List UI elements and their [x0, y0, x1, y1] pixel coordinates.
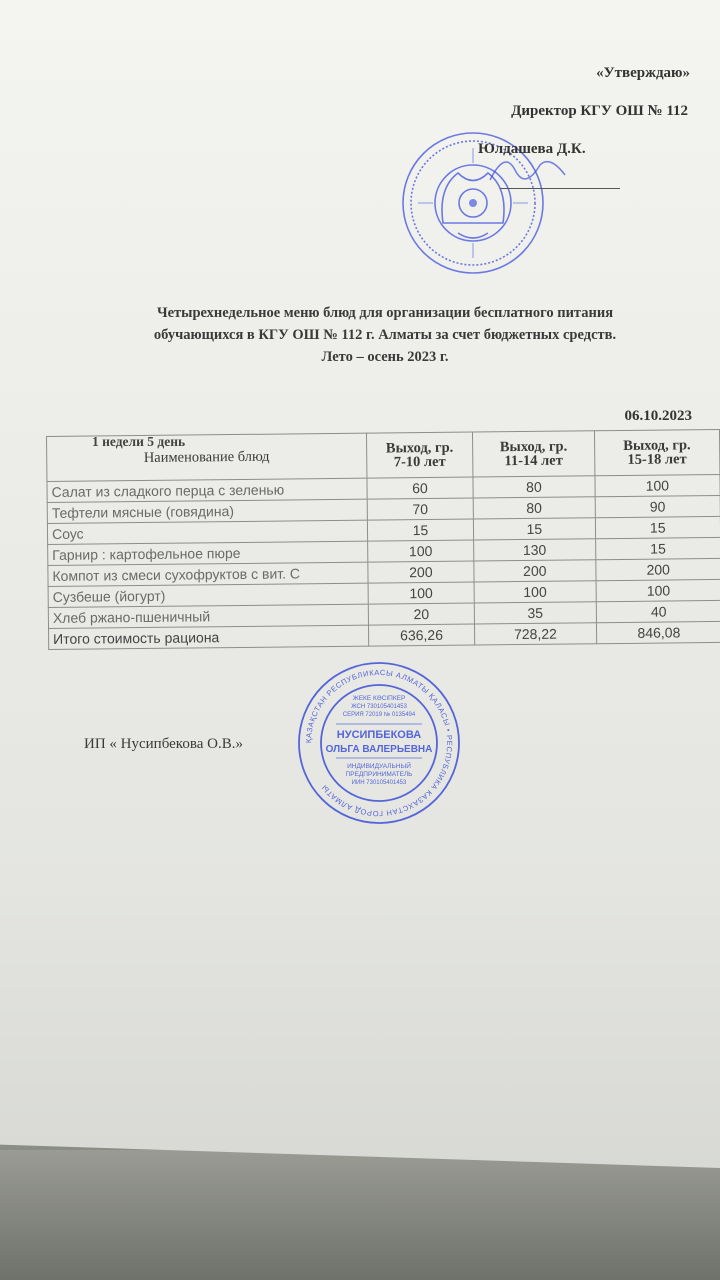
total-11-14: 728,22 — [475, 623, 597, 645]
stamp-ring-text: ҚАЗАҚСТАН РЕСПУБЛИКАСЫ АЛМАТЫ ҚАЛАСЫ • РЕСПУБЛИКА КАЗАХСТАН ГОРОД АЛМАТЫ — [303, 667, 455, 819]
approval-label: «Утверждаю» — [596, 65, 690, 81]
document-date: 06.10.2023 — [624, 408, 692, 424]
portion-15-18: 15 — [595, 516, 720, 538]
entrepreneur-stamp-icon — [296, 660, 462, 826]
dish-name: Соус — [47, 520, 367, 544]
entrepreneur-label: ИП « Нусипбекова О.В.» — [84, 736, 243, 752]
dish-name: Сузбеше (йогурт) — [48, 583, 368, 607]
stamp-name: НУСИПБЕКОВА — [336, 729, 422, 741]
header-group-15-18: Выход, гр. 15-18 лет — [594, 429, 720, 475]
title-line: Четырехнедельное меню блюд для организации бесплатного питания — [156, 305, 614, 321]
stamp-name: ОЛЬГА ВАЛЕРЬЕВНА — [325, 744, 433, 755]
menu-table — [46, 429, 720, 650]
portion-15-18: 200 — [595, 558, 720, 580]
portion-7-10: 60 — [367, 477, 474, 499]
table-header-row — [47, 429, 720, 481]
portion-7-10: 15 — [367, 519, 474, 541]
dish-name: Хлеб ржано-пшеничный — [48, 604, 368, 628]
dish-name: Компот из смеси сухофруктов с вит. С — [48, 562, 368, 586]
signature-icon — [470, 140, 590, 200]
title-line: Лето – осень 2023 г. — [321, 349, 449, 365]
header-dish: Наименование блюд — [47, 433, 367, 481]
portion-11-14: 35 — [474, 602, 596, 624]
stamp-text: ЖСН 730105401453 — [351, 704, 407, 710]
portion-7-10: 200 — [368, 561, 475, 583]
stamp-text: ПРЕДПРИНИМАТЕЛЬ — [345, 771, 413, 778]
portion-15-18: 15 — [595, 537, 720, 559]
dish-name: Салат из сладкого перца с зеленью — [47, 478, 367, 502]
dish-name: Гарнир : картофельное пюре — [48, 541, 368, 565]
director-title: Директор КГУ ОШ № 112 — [511, 103, 688, 119]
stamp-text: ИИН 730105401453 — [351, 780, 407, 786]
stamp-text: СЕРИЯ 72019 № 0135494 — [342, 712, 416, 718]
portion-11-14: 100 — [474, 581, 596, 603]
stamp-text: ЖЕКЕ КӘСІПКЕР — [352, 695, 406, 702]
portion-7-10: 100 — [367, 540, 474, 562]
portion-11-14: 80 — [473, 476, 595, 498]
svg-text:ҚАЗАҚСТАН РЕСПУБЛИКАСЫ АЛМАТЫ — [304, 668, 454, 818]
director-name: Юлдашева Д.К. — [478, 141, 586, 157]
portion-15-18: 100 — [596, 579, 720, 601]
title-line: обучающихся в КГУ ОШ № 112 г. Алматы за счет бюджетных средств. — [153, 327, 617, 343]
portion-15-18: 100 — [595, 474, 720, 496]
portion-11-14: 15 — [473, 518, 595, 540]
document-title — [60, 302, 710, 368]
table-surface — [0, 1150, 720, 1280]
header-group-7-10: Выход, гр. 7-10 лет — [366, 432, 473, 478]
portion-15-18: 40 — [596, 600, 720, 622]
portion-7-10: 20 — [368, 603, 475, 625]
dish-name: Тефтели мясные (говядина) — [47, 499, 367, 523]
portion-7-10: 100 — [368, 582, 475, 604]
total-15-18: 846,08 — [596, 621, 720, 643]
portion-11-14: 80 — [473, 497, 595, 519]
week-day-label: 1 недели 5 день — [92, 434, 186, 449]
portion-11-14: 130 — [474, 539, 596, 561]
total-7-10: 636,26 — [368, 624, 475, 646]
portion-15-18: 90 — [595, 495, 720, 517]
portion-11-14: 200 — [474, 560, 596, 582]
total-label: Итого стоимость рациона — [49, 625, 369, 649]
stamp-text: ИНДИВИДУАЛЬНЫЙ — [347, 763, 411, 770]
portion-7-10: 70 — [367, 498, 474, 520]
header-group-11-14: Выход, гр. 11-14 лет — [473, 431, 595, 477]
